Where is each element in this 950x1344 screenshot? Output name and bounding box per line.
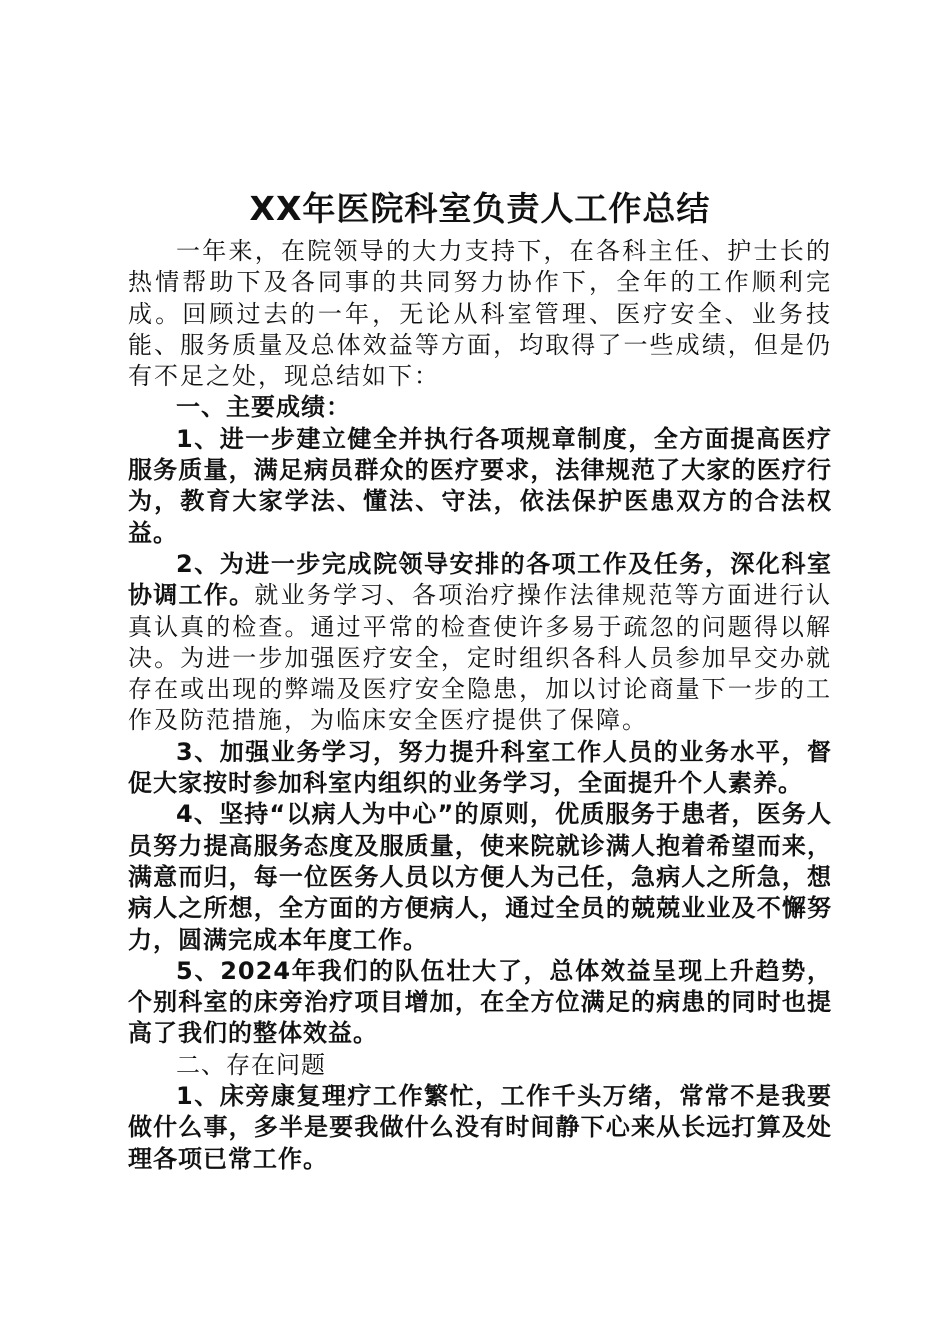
document-page [128, 186, 832, 1175]
achievement-item-3: 3、加强业务学习，努力提升科室工作人员的业务水平，督促大家按时参加科室内组织的业务学习，全面提升个人素养。 [128, 737, 832, 798]
achievement-item-2-lead: 2、为进一步完成院领导安排的各项工作及任务，深化科室协调工作。 [128, 549, 832, 610]
document-title: XX年医院科室负责人工作总结 [249, 189, 711, 228]
achievement-item-4: 4、坚持“以病人为中心”的原则，优质服务于患者，医务人员努力提高服务态度及服质量，使来院就诊满人抱着希望而来，满意而归，每一位医务人员以方便人为己任，急病人之所急，想病人之所想，全方面的方便病人，通过全员的兢兢业业及不懈努力，圆满完成本年度工作。 [128, 800, 832, 954]
problem-item-1: 1、床旁康复理疗工作繁忙，工作千头万绪，常常不是我要做什么事，多半是要我做什么没有时间静下心来从长远打算及处理各项已常工作。 [128, 1082, 832, 1173]
achievement-item-5: 5、2024年我们的队伍壮大了，总体效益呈现上升趋势，个别科室的床旁治疗项目增加，在全方位满足的病患的同时也提高了我们的整体效益。 [128, 956, 832, 1048]
section-heading-achievements: 一、主要成绩： [176, 393, 351, 422]
section-heading-problems: 二、存在问题 [176, 1050, 326, 1079]
achievement-item-2-body: 就业务学习、各项治疗操作法律规范等方面进行认真认真的检查。通过平常的检查使许多易于疏忽的问题得以解决。为进一步加强医疗安全，定时组织各科人员参加早交办就存在或出现的弊端及医疗安全隐患，加以讨论商量下一步的工作及防范措施，为临床安全医疗提供了保障。 [128, 581, 833, 735]
intro-paragraph: 一年来，在院领导的大力支持下，在各科主任、护士长的热情帮助下及各同事的共同努力协作下，全年的工作顺利完成。回顾过去的一年，无论从科室管理、医疗安全、业务技能、服务质量及总体效益等方面，均取得了一些成绩，但是仍有不足之处，现总结如下： [128, 237, 832, 391]
achievement-item-1: 1、进一步建立健全并执行各项规章制度，全方面提高医疗服务质量，满足病员群众的医疗要求，法律规范了大家的医疗行为，教育大家学法、懂法、守法，依法保护医患双方的合法权益。 [128, 424, 832, 547]
achievement-item-2 [128, 549, 832, 737]
